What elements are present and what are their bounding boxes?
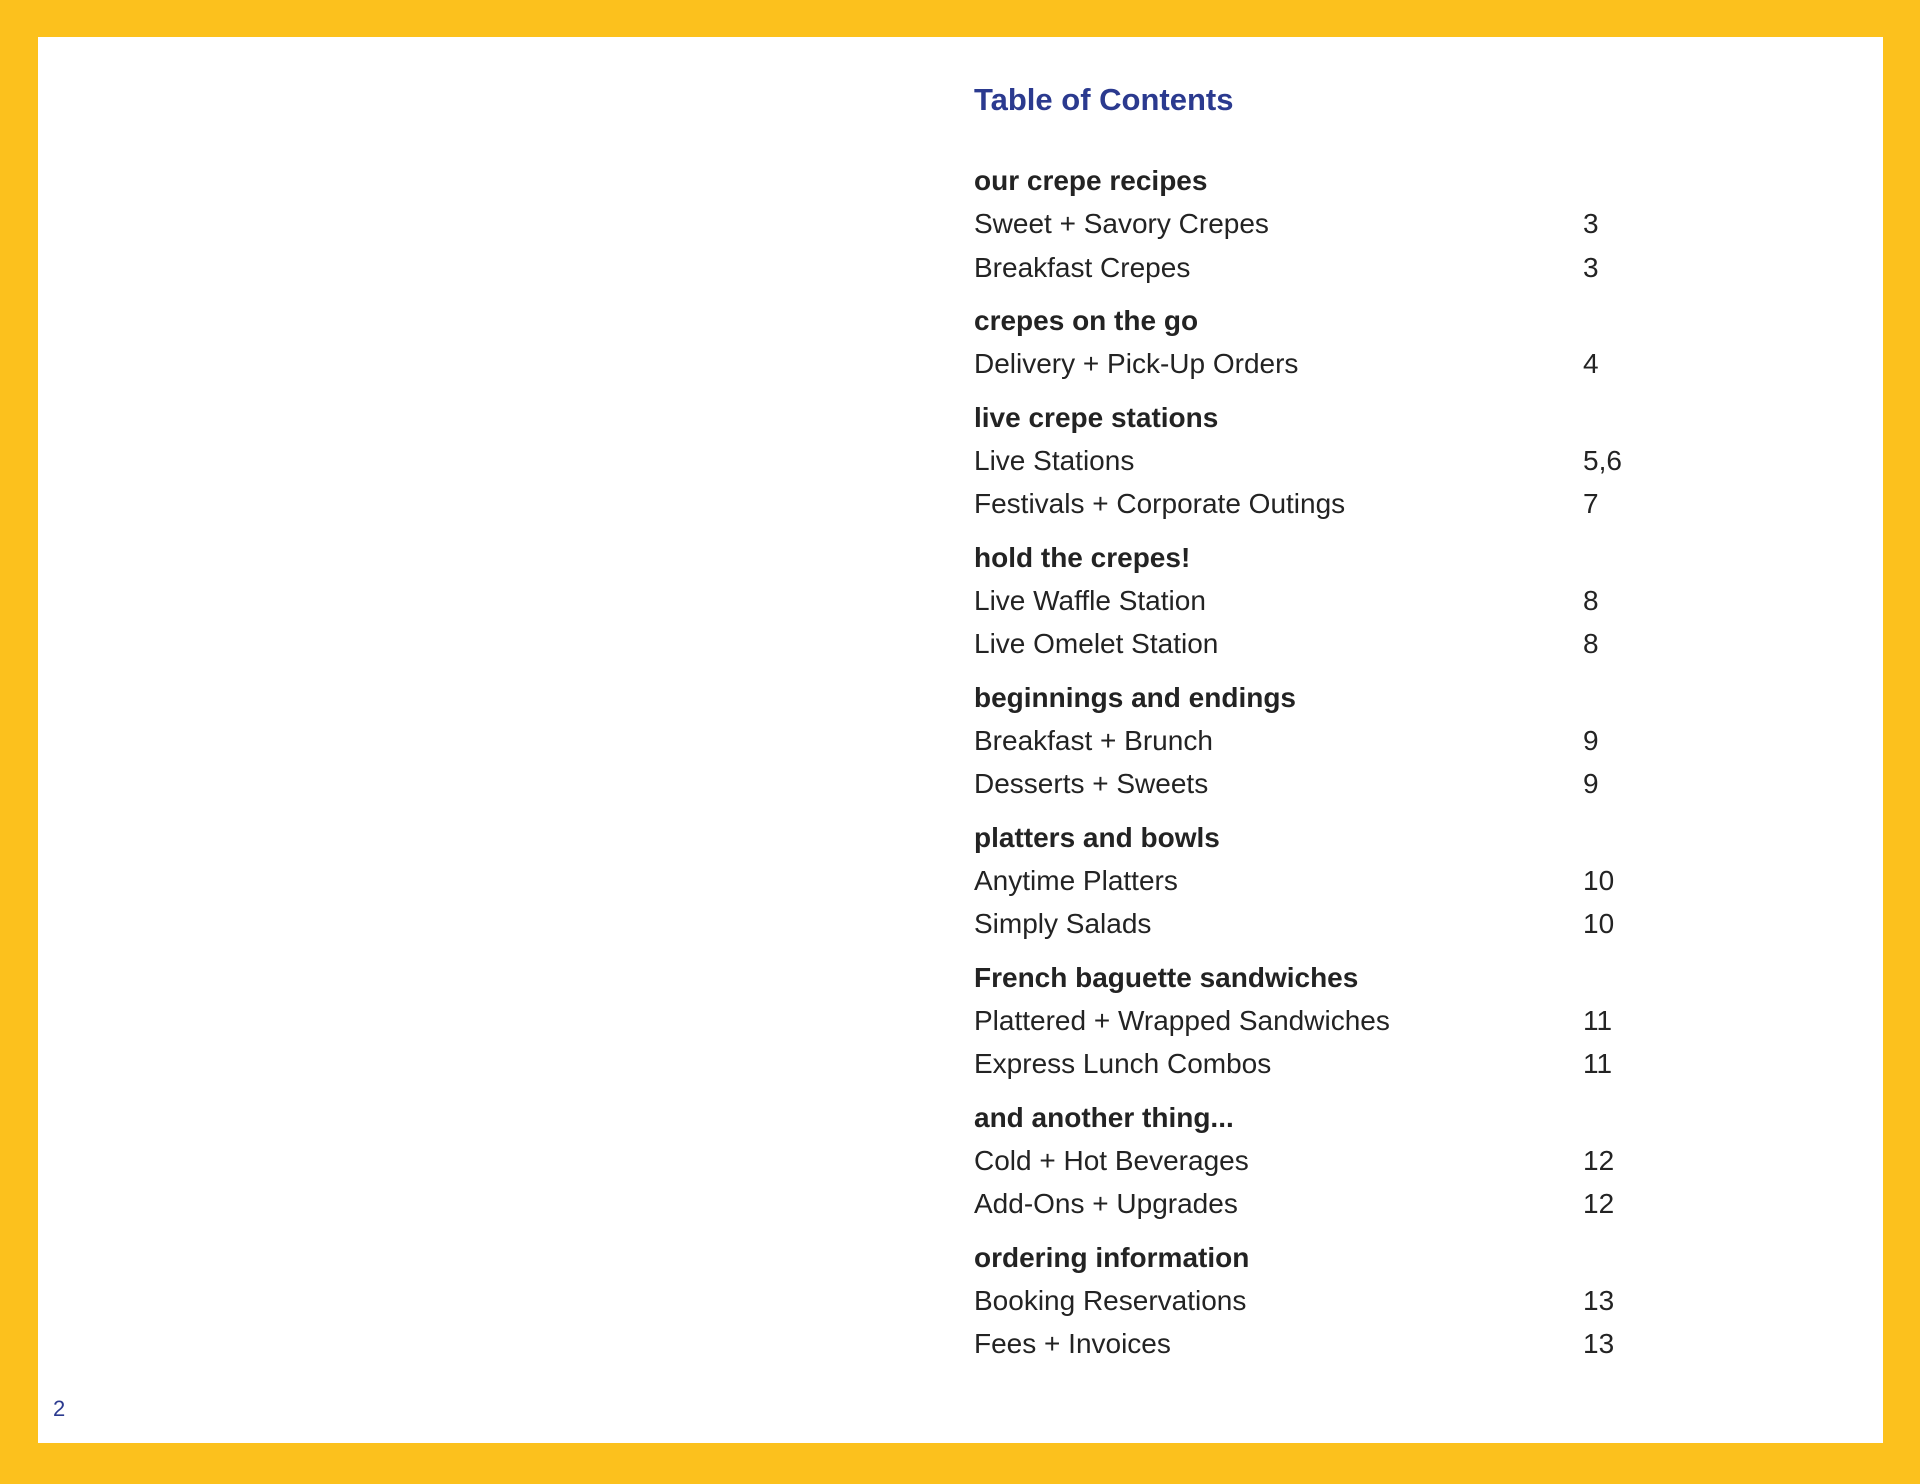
toc-entry: [974, 719, 1694, 763]
toc-entry-label: Live Stations: [974, 444, 1135, 476]
toc-entry-label: Plattered + Wrapped Sandwiches: [974, 1004, 1390, 1036]
toc-section-heading: live crepe stations: [974, 401, 1219, 433]
toc-entry: [974, 439, 1694, 483]
toc-section-heading: hold the crepes!: [974, 541, 1191, 573]
toc-entry: [974, 859, 1694, 903]
toc-entry-page: 11: [1583, 1004, 1613, 1036]
toc-entry-label: Festivals + Corporate Outings: [974, 488, 1346, 519]
toc-entry-label: Live Waffle Station: [974, 584, 1206, 616]
toc-section: [974, 1236, 1694, 1366]
toc-entry-page: 13: [1583, 1328, 1615, 1359]
toc-entry-page: 5,6: [1583, 444, 1622, 476]
toc-entry-page: 13: [1583, 1284, 1615, 1316]
toc-entry-label: Booking Reservations: [974, 1284, 1247, 1316]
page-number: 2: [53, 1396, 66, 1421]
toc-entry: [974, 342, 1694, 386]
toc-entry-page: 11: [1583, 1048, 1613, 1079]
toc-section-heading: crepes on the go: [974, 305, 1199, 336]
toc-entry-page: 9: [1583, 724, 1599, 756]
toc-entry: [974, 622, 1694, 666]
toc-entry-label: Breakfast Crepes: [974, 251, 1191, 283]
toc-entry: [974, 1322, 1694, 1366]
toc-entry-label: Cold + Hot Beverages: [974, 1144, 1249, 1176]
toc-section: [974, 396, 1694, 526]
toc-section: [974, 299, 1694, 386]
toc-entry-page: 10: [1583, 908, 1615, 939]
toc-entry-page: 9: [1583, 768, 1599, 799]
toc-entry: [974, 1139, 1694, 1183]
toc-entry-page: 12: [1583, 1188, 1615, 1219]
toc-entry-label: Live Omelet Station: [974, 628, 1219, 659]
toc-entry-label: Simply Salads: [974, 908, 1152, 939]
toc-section: [974, 159, 1694, 289]
toc-section: [974, 956, 1694, 1086]
toc-section-heading: platters and bowls: [974, 821, 1220, 853]
toc-section: [974, 536, 1694, 666]
toc-entry-page: 4: [1583, 348, 1599, 379]
table-of-contents: [974, 77, 1694, 1376]
toc-entry-page: 10: [1583, 864, 1615, 896]
toc-entry-label: Breakfast + Brunch: [974, 724, 1213, 756]
toc-entry-page: 7: [1583, 488, 1599, 519]
toc-section: [974, 816, 1694, 946]
toc-entry-page: 8: [1583, 584, 1599, 616]
document-page: [38, 37, 1883, 1443]
toc-section-heading: beginnings and endings: [974, 681, 1296, 713]
toc-entry-page: 3: [1583, 208, 1599, 239]
toc-section-heading: and another thing...: [974, 1101, 1234, 1133]
toc-title: Table of Contents: [974, 82, 1234, 117]
toc-entry: [974, 762, 1694, 806]
toc-entry: [974, 1279, 1694, 1323]
toc-section-heading: our crepe recipes: [974, 165, 1208, 196]
toc-section: [974, 1096, 1694, 1226]
toc-entry: [974, 1182, 1694, 1226]
toc-entry-label: Sweet + Savory Crepes: [974, 208, 1269, 239]
toc-entry-label: Express Lunch Combos: [974, 1048, 1272, 1079]
toc-entry-page: 3: [1583, 251, 1599, 283]
toc-entry: [974, 999, 1694, 1043]
toc-entry-label: Add-Ons + Upgrades: [974, 1188, 1238, 1219]
toc-section-heading: ordering information: [974, 1241, 1250, 1273]
toc-section: [974, 676, 1694, 806]
toc-entry: [974, 1042, 1694, 1086]
toc-entry-label: Anytime Platters: [974, 864, 1178, 896]
toc-entry: [974, 482, 1694, 526]
toc-section-heading: French baguette sandwiches: [974, 961, 1359, 993]
toc-entry-label: Fees + Invoices: [974, 1328, 1171, 1359]
toc-entry-label: Delivery + Pick-Up Orders: [974, 348, 1299, 379]
toc-entry-page: 12: [1583, 1144, 1615, 1176]
toc-entry: [974, 579, 1694, 623]
toc-entry-label: Desserts + Sweets: [974, 768, 1209, 799]
toc-entry: [974, 246, 1694, 290]
toc-entry: [974, 202, 1694, 246]
toc-sections: [974, 159, 1694, 1366]
toc-entry-page: 8: [1583, 628, 1599, 659]
toc-entry: [974, 902, 1694, 946]
